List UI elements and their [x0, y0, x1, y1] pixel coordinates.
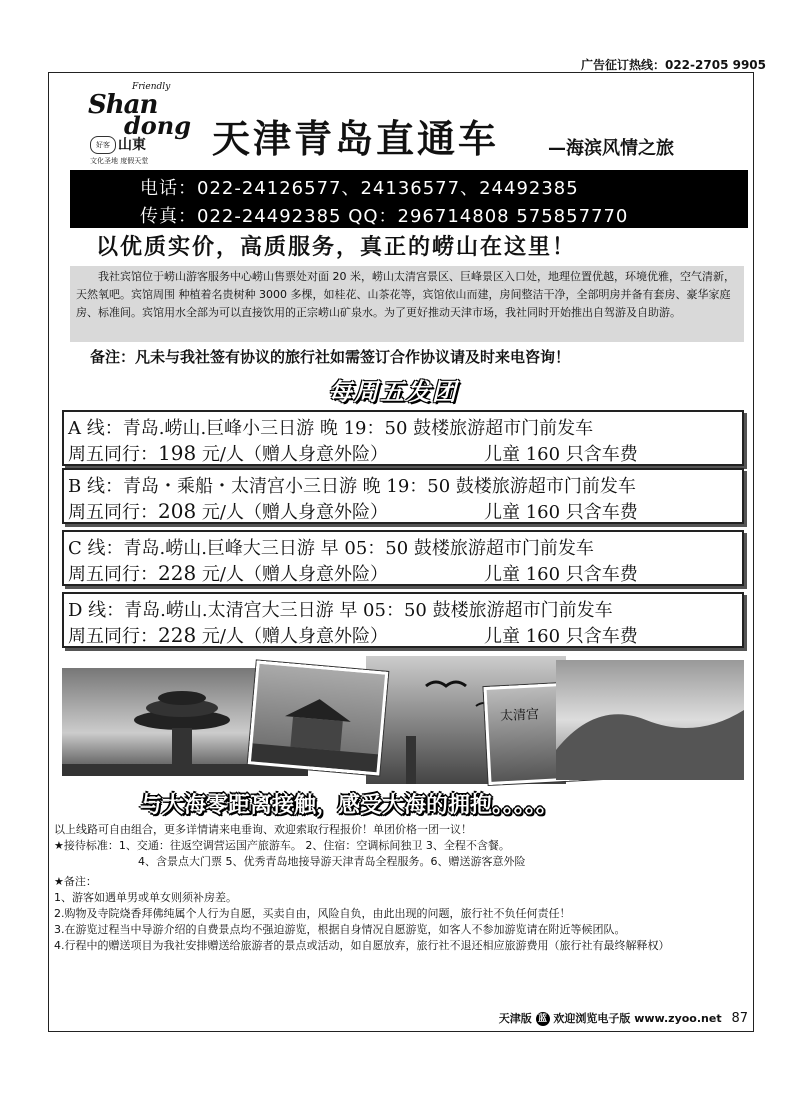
route-line: D 线：青岛.崂山.太清宫大三日游 早 05：50 鼓楼旅游超市门前发车: [68, 600, 613, 621]
note-line: 4.行程中的赠送项目为我社安排赠送给旅游者的景点或活动，如自愿放弃，旅行社不退还相应旅游费用（旅行社有最终解释权）: [54, 939, 670, 952]
rock-icon: [556, 660, 744, 780]
photo-rock-coast: [556, 660, 744, 780]
note-heading: ★备注：: [54, 875, 97, 888]
slogan: 以优质实价，高质服务，真正的崂山在这里！: [96, 235, 577, 260]
route-price-suffix: 元/人（赠人身意外险）: [196, 444, 388, 465]
route-price: 228: [158, 623, 197, 647]
route-price-line: [68, 440, 388, 466]
route-c: [62, 530, 744, 586]
photo-collage: [62, 656, 744, 786]
route-line: B 线：青岛・乘船・太清宫小三日游 晚 19：50 鼓楼旅游超市门前发车: [68, 476, 636, 497]
intro-text: 我社宾馆位于崂山游客服务中心崂山售票处对面 20 米，崂山太清宫景区、巨峰景区入口处，地理位置优越，环境优雅，空气清新，天然氧吧。宾馆周围 种植着名贵树种 3000 多棵，如桂花、山茶花等，宾馆依山而建，房间整洁干净，全部明房并备有套房、豪华家庭房、标准间。宾馆用水全部为可以直接饮用的正宗崂山矿泉水。为了更好推动天津市场，我社同时开始推出自驾游及自助游。: [70, 266, 744, 342]
footer-edition: 天津版: [498, 1012, 532, 1025]
route-price-prefix: 周五同行：: [68, 444, 158, 465]
contact-bar: [70, 170, 748, 228]
route-price-suffix: 元/人（赠人身意外险）: [196, 564, 388, 585]
route-b: [62, 468, 744, 524]
route-child-price: 儿童 160 只含车费: [484, 626, 638, 647]
logo-sub: 文化圣地 度假天堂: [90, 157, 149, 165]
photo-temple: [248, 660, 389, 775]
route-price: 208: [158, 499, 197, 523]
tagline: 与大海零距离接触，感受大海的拥抱。。。。。: [140, 793, 559, 818]
note-line: ★接待标准：1、交通：往返空调营运国产旅游车。 2、住宿：空调标间独卫 3、全程不含餐。: [54, 839, 510, 852]
stone-inscription: 太清宫: [499, 707, 540, 725]
note-line: 1、游客如遇单男或单女则须补房差。: [54, 891, 237, 904]
footer-text: 欢迎浏览电子版 www.zyoo.net: [553, 1012, 722, 1025]
note-line: 3.在游览过程当中导游介绍的自费景点均不强迫游览，根据自身情况自愿游览，如客人不参加游览请在附近等候团队。: [54, 923, 626, 936]
route-line: A 线：青岛.崂山.巨峰小三日游 晚 19：50 鼓楼旅游超市门前发车: [68, 418, 594, 439]
note-line: 4、含景点大门票 5、优秀青岛地接导游天津青岛全程服务。6、赠送游客意外险: [138, 855, 526, 868]
page-footer: [499, 1010, 748, 1026]
ad-hotline: 广告征订热线：022-2705 9905: [580, 58, 766, 72]
logo-friendly: Friendly: [132, 82, 171, 92]
phone-line: 电话：022-24126577、24136577、24492385: [140, 178, 579, 199]
route-d: [62, 592, 744, 648]
route-price: 228: [158, 561, 197, 585]
footer-circle-icon: 蓝: [536, 1012, 550, 1026]
route-price-suffix: 元/人（赠人身意外险）: [196, 502, 388, 523]
route-price-prefix: 周五同行：: [68, 502, 158, 523]
temple-icon: [251, 664, 385, 773]
shandong-logo: [84, 80, 194, 168]
weekly-heading: 每周五发团: [328, 378, 458, 406]
logo-word-dong: dong: [124, 111, 192, 140]
notes-section: [54, 822, 744, 954]
route-price-prefix: 周五同行：: [68, 564, 158, 585]
route-child-price: 儿童 160 只含车费: [484, 502, 638, 523]
remark: 备注：凡未与我社签有协议的旅行社如需签订合作协议请及时来电咨询！: [90, 348, 571, 366]
page-number: 87: [731, 1011, 748, 1026]
route-price-line: [68, 560, 388, 586]
ad-subtitle: —海滨风情之旅: [548, 138, 674, 159]
route-child-price: 儿童 160 只含车费: [484, 444, 638, 465]
route-price: 198: [158, 441, 197, 465]
logo-word-shan: Shan: [88, 90, 158, 120]
note-line: 以上线路可自由组合，更多详情请来电垂询、欢迎索取行程报价！单团价格一团一议！: [54, 823, 472, 836]
route-price-prefix: 周五同行：: [68, 626, 158, 647]
route-child-price: 儿童 160 只含车费: [484, 564, 638, 585]
note-line: 2.购物及寺院烧香拜佛纯属个人行为自愿，买卖自由，风险自负，由此出现的问题，旅行社不负任何责任！: [54, 907, 571, 920]
route-a: [62, 410, 744, 466]
fax-line: 传真：022-24492385 QQ：296714808 575857770: [140, 206, 629, 227]
logo-cn: 山東: [118, 137, 146, 153]
route-price-line: [68, 498, 388, 524]
ad-title: 天津青岛直通车: [212, 117, 500, 161]
route-price-line: [68, 622, 388, 648]
route-line: C 线：青岛.崂山.巨峰大三日游 早 05：50 鼓楼旅游超市门前发车: [68, 538, 594, 559]
route-price-suffix: 元/人（赠人身意外险）: [196, 626, 388, 647]
logo-badge: 好客: [90, 136, 116, 154]
